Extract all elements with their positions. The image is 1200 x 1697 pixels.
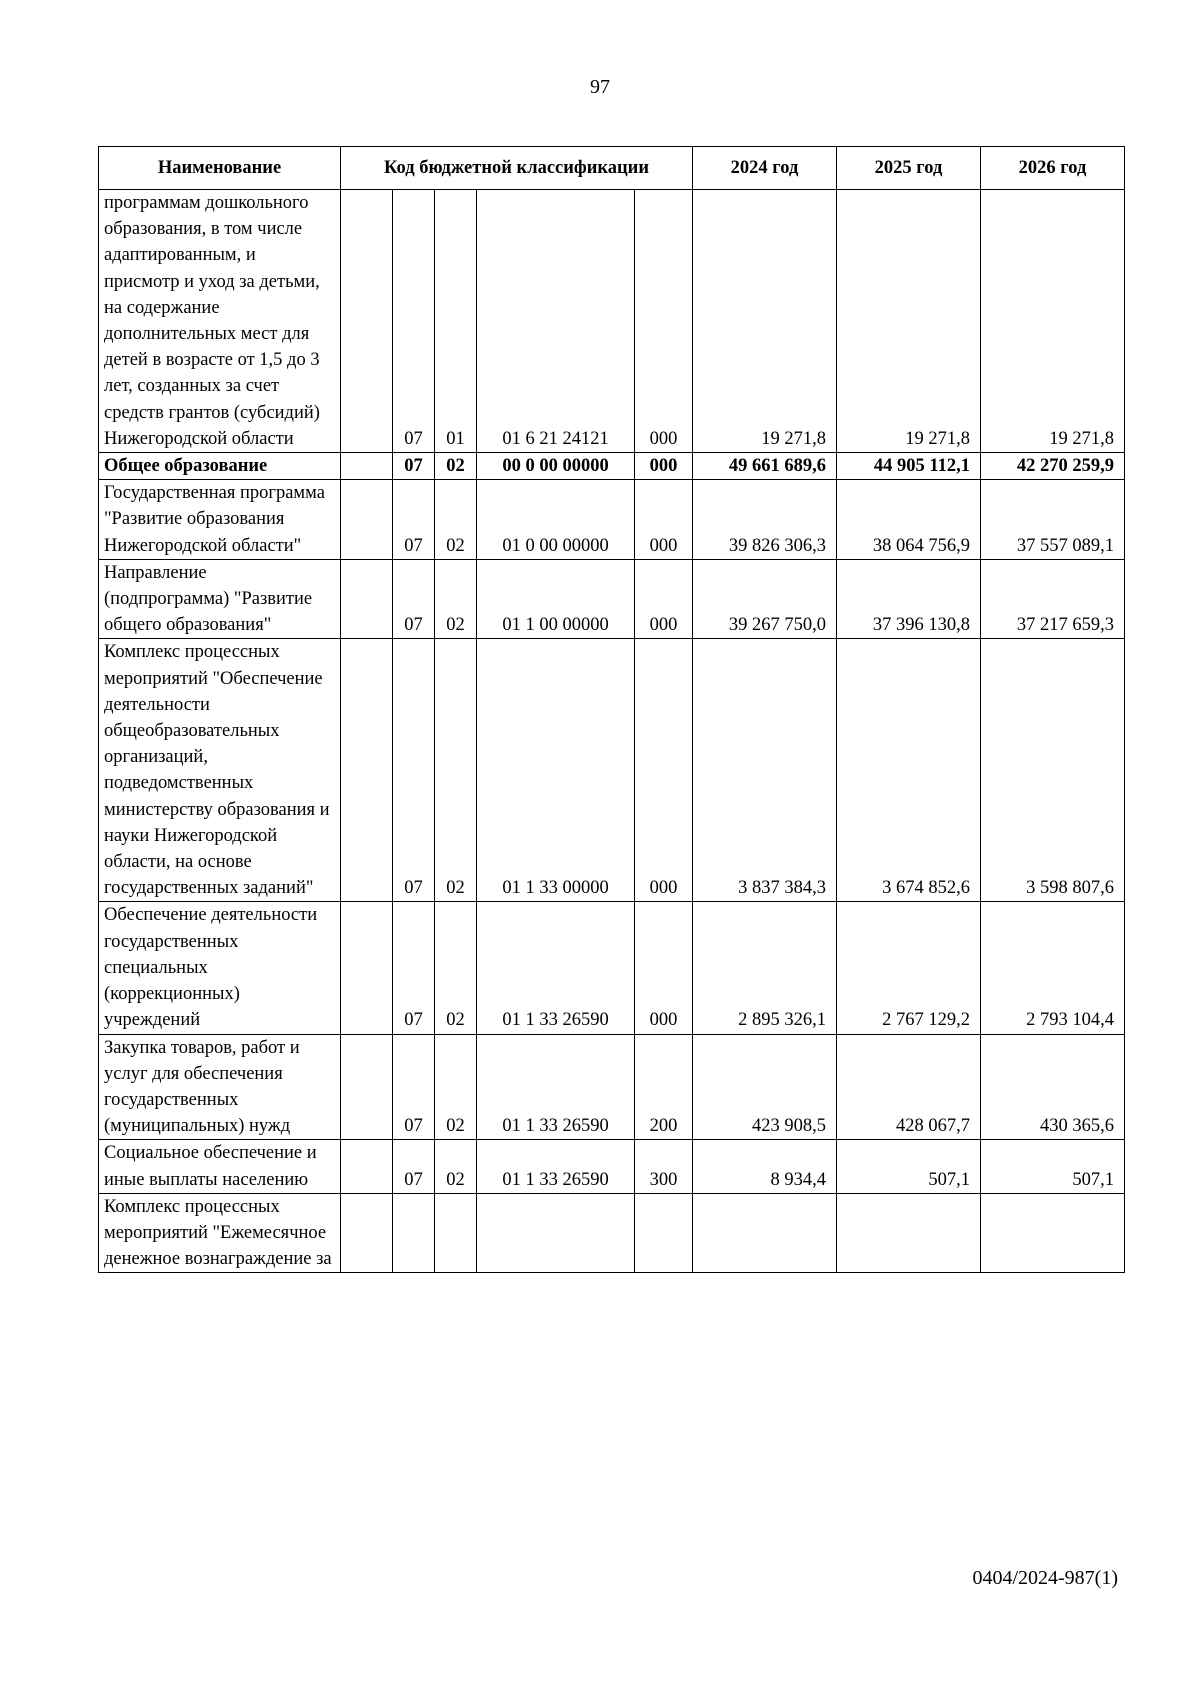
code-target-article: 01 1 33 26590 [477, 1140, 635, 1193]
value-2024: 423 908,5 [693, 1034, 837, 1140]
code-subsection: 02 [435, 1140, 477, 1193]
value-2024: 2 895 326,1 [693, 902, 837, 1034]
code-target-article: 01 6 21 24121 [477, 190, 635, 453]
code-expense-type: 300 [635, 1140, 693, 1193]
table-row [99, 190, 1125, 453]
code-part-1 [341, 1140, 393, 1193]
code-section: 07 [393, 559, 435, 639]
code-subsection: 02 [435, 480, 477, 560]
code-section: 07 [393, 902, 435, 1034]
value-2025: 44 905 112,1 [837, 453, 981, 480]
value-2026: 3 598 807,6 [981, 639, 1125, 902]
value-2026: 19 271,8 [981, 190, 1125, 453]
value-2024: 49 661 689,6 [693, 453, 837, 480]
budget-table [98, 146, 1125, 1273]
value-2026: 42 270 259,9 [981, 453, 1125, 480]
code-subsection: 02 [435, 902, 477, 1034]
value-2026: 507,1 [981, 1140, 1125, 1193]
row-name: Государственная программа "Развитие образования Нижегородской области" [99, 480, 341, 560]
code-target-article: 01 1 33 26590 [477, 902, 635, 1034]
code-part-1 [341, 1034, 393, 1140]
value-2024: 19 271,8 [693, 190, 837, 453]
value-2024: 8 934,4 [693, 1140, 837, 1193]
code-subsection: 02 [435, 639, 477, 902]
table-row [99, 1140, 1125, 1193]
code-part-1 [341, 190, 393, 453]
value-2026 [981, 1193, 1125, 1273]
document-code: 0404/2024-987(1) [972, 1567, 1118, 1589]
table-row-total [99, 453, 1125, 480]
header-2024: 2024 год [693, 147, 837, 190]
row-name: Общее образование [99, 453, 341, 480]
code-expense-type: 000 [635, 902, 693, 1034]
code-target-article: 00 0 00 00000 [477, 453, 635, 480]
table-header-row [99, 147, 1125, 190]
code-part-1 [341, 559, 393, 639]
code-expense-type: 000 [635, 453, 693, 480]
value-2025: 38 064 756,9 [837, 480, 981, 560]
code-part-1 [341, 639, 393, 902]
value-2024 [693, 1193, 837, 1273]
value-2025: 37 396 130,8 [837, 559, 981, 639]
header-name: Наименование [99, 147, 341, 190]
row-name: программам дошкольного образования, в том числе адаптированным, и присмотр и уход за детьми, на содержание дополнительных мест для детей в возрасте от 1,5 до 3 лет, созданных за счет средств грантов (субсидий) Нижегородской области [99, 190, 341, 453]
value-2025: 428 067,7 [837, 1034, 981, 1140]
value-2025 [837, 1193, 981, 1273]
header-code: Код бюджетной классификации [341, 147, 693, 190]
code-expense-type: 200 [635, 1034, 693, 1140]
value-2025: 2 767 129,2 [837, 902, 981, 1034]
code-subsection: 01 [435, 190, 477, 453]
row-name: Социальное обеспечение и иные выплаты населению [99, 1140, 341, 1193]
code-target-article: 01 1 00 00000 [477, 559, 635, 639]
table-row [99, 480, 1125, 560]
code-part-1 [341, 1193, 393, 1273]
table-row [99, 1193, 1125, 1273]
row-name: Направление (подпрограмма) "Развитие общего образования" [99, 559, 341, 639]
code-expense-type [635, 1193, 693, 1273]
table-row [99, 639, 1125, 902]
code-subsection [435, 1193, 477, 1273]
code-section: 07 [393, 480, 435, 560]
value-2026: 2 793 104,4 [981, 902, 1125, 1034]
code-section [393, 1193, 435, 1273]
code-expense-type: 000 [635, 639, 693, 902]
value-2024: 3 837 384,3 [693, 639, 837, 902]
header-2025: 2025 год [837, 147, 981, 190]
code-part-1 [341, 453, 393, 480]
code-section: 07 [393, 1034, 435, 1140]
code-target-article: 01 1 33 26590 [477, 1034, 635, 1140]
value-2026: 430 365,6 [981, 1034, 1125, 1140]
value-2024: 39 826 306,3 [693, 480, 837, 560]
code-target-article: 01 0 00 00000 [477, 480, 635, 560]
table-row [99, 1034, 1125, 1140]
code-section: 07 [393, 1140, 435, 1193]
code-section: 07 [393, 190, 435, 453]
row-name: Закупка товаров, работ и услуг для обеспечения государственных (муниципальных) нужд [99, 1034, 341, 1140]
code-subsection: 02 [435, 559, 477, 639]
table-row [99, 559, 1125, 639]
code-subsection: 02 [435, 1034, 477, 1140]
row-name: Комплекс процессных мероприятий "Ежемесячное денежное вознаграждение за [99, 1193, 341, 1273]
value-2025: 19 271,8 [837, 190, 981, 453]
value-2025: 3 674 852,6 [837, 639, 981, 902]
code-target-article: 01 1 33 00000 [477, 639, 635, 902]
code-section: 07 [393, 639, 435, 902]
row-name: Комплекс процессных мероприятий "Обеспечение деятельности общеобразовательных организаций, подведомственных министерству образования и науки Нижегородской области, на основе государственных заданий" [99, 639, 341, 902]
code-target-article [477, 1193, 635, 1273]
table-row [99, 902, 1125, 1034]
code-subsection: 02 [435, 453, 477, 480]
code-expense-type: 000 [635, 190, 693, 453]
value-2026: 37 557 089,1 [981, 480, 1125, 560]
code-part-1 [341, 480, 393, 560]
code-expense-type: 000 [635, 480, 693, 560]
row-name: Обеспечение деятельности государственных специальных (коррекционных) учреждений [99, 902, 341, 1034]
page-number: 97 [590, 76, 610, 98]
value-2025: 507,1 [837, 1140, 981, 1193]
code-part-1 [341, 902, 393, 1034]
value-2026: 37 217 659,3 [981, 559, 1125, 639]
header-2026: 2026 год [981, 147, 1125, 190]
code-expense-type: 000 [635, 559, 693, 639]
value-2024: 39 267 750,0 [693, 559, 837, 639]
code-section: 07 [393, 453, 435, 480]
